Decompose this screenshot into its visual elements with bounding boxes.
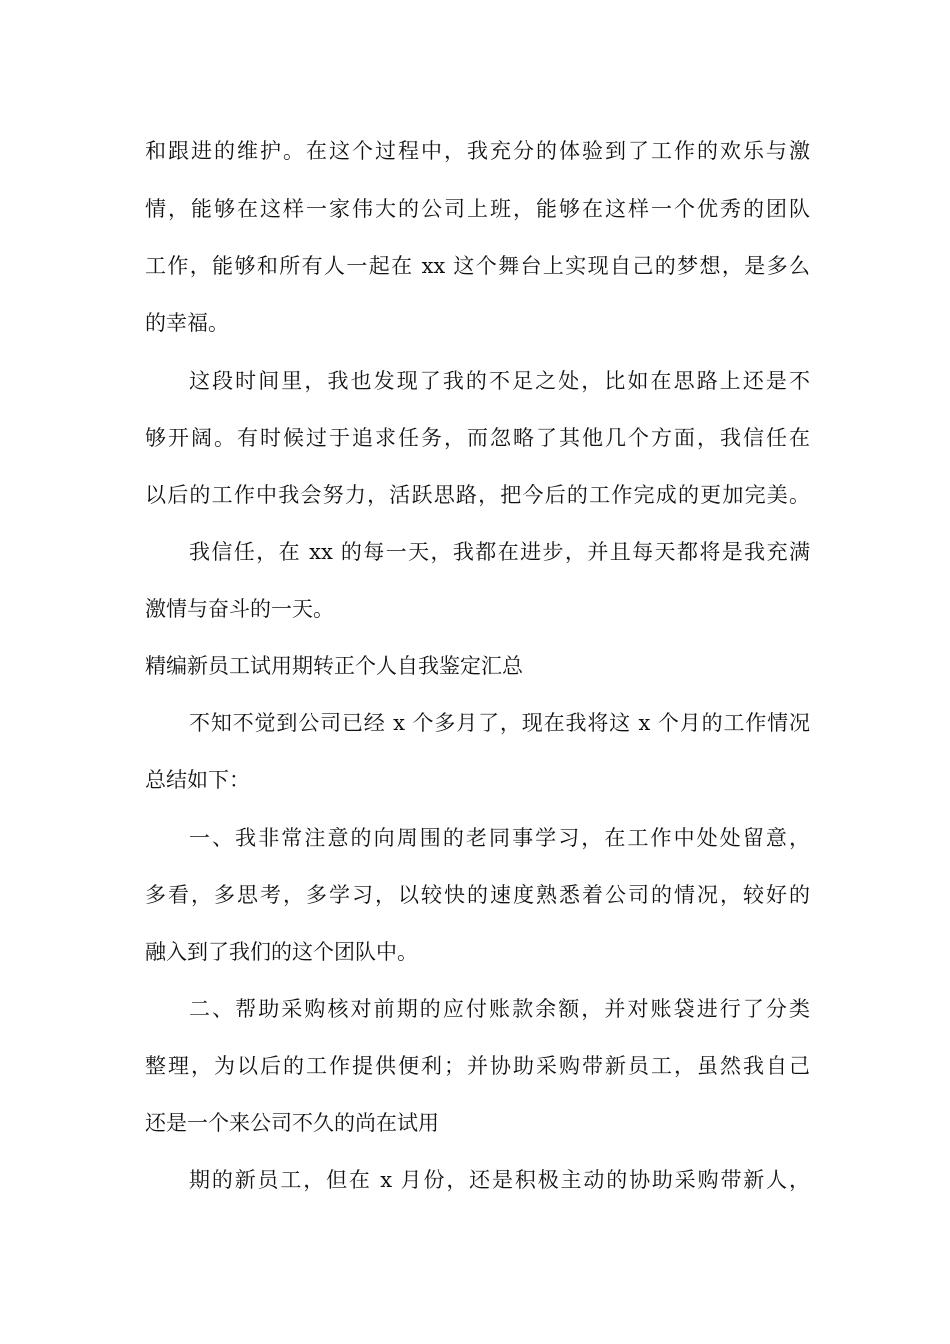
paragraph-line: 激情与奋斗的一天。 — [145, 597, 334, 621]
paragraph-line: 总结如下： — [145, 768, 250, 792]
paragraph-line: 和跟进的维护。在这个过程中，我充分的体验到了工作的欢乐与激 — [145, 139, 810, 163]
paragraph-line: 情，能够在这样一家伟大的公司上班，能够在这样一个优秀的团队 — [145, 197, 810, 221]
paragraph-line: 的幸福。 — [145, 311, 229, 335]
paragraph-line: 不知不觉到公司已经 x 个多月了，现在我将这 x 个月的工作情况 — [189, 711, 810, 735]
paragraph-line: 以后的工作中我会努力，活跃思路，把今后的工作完成的更加完美。 — [145, 483, 810, 507]
paragraph-line: 一、我非常注意的向周围的老同事学习，在工作中处处留意， — [189, 826, 810, 850]
paragraph-line: 期的新员工，但在 x 月份，还是积极主动的协助采购带新人， — [189, 1168, 810, 1192]
paragraph-line: 够开阔。有时候过于追求任务，而忽略了其他几个方面，我信任在 — [145, 426, 810, 450]
paragraph-line: 还是一个来公司不久的尚在试用 — [145, 1111, 439, 1135]
section-heading: 精编新员工试用期转正个人自我鉴定汇总 — [145, 654, 523, 678]
paragraph-line: 工作，能够和所有人一起在 xx 这个舞台上实现自己的梦想，是多么 — [145, 254, 810, 278]
paragraph-line: 二、帮助采购核对前期的应付账款余额，并对账袋进行了分类 — [189, 997, 810, 1021]
paragraph-line: 我信任，在 xx 的每一天，我都在进步，并且每天都将是我充满 — [189, 540, 810, 564]
paragraph-line: 融入到了我们的这个团队中。 — [145, 940, 418, 964]
paragraph-line: 这段时间里，我也发现了我的不足之处，比如在思路上还是不 — [189, 369, 810, 393]
paragraph-line: 整理，为以后的工作提供便利；并协助采购带新员工，虽然我自己 — [145, 1054, 810, 1078]
paragraph-line: 多看，多思考，多学习，以较快的速度熟悉着公司的情况，较好的 — [145, 883, 810, 907]
